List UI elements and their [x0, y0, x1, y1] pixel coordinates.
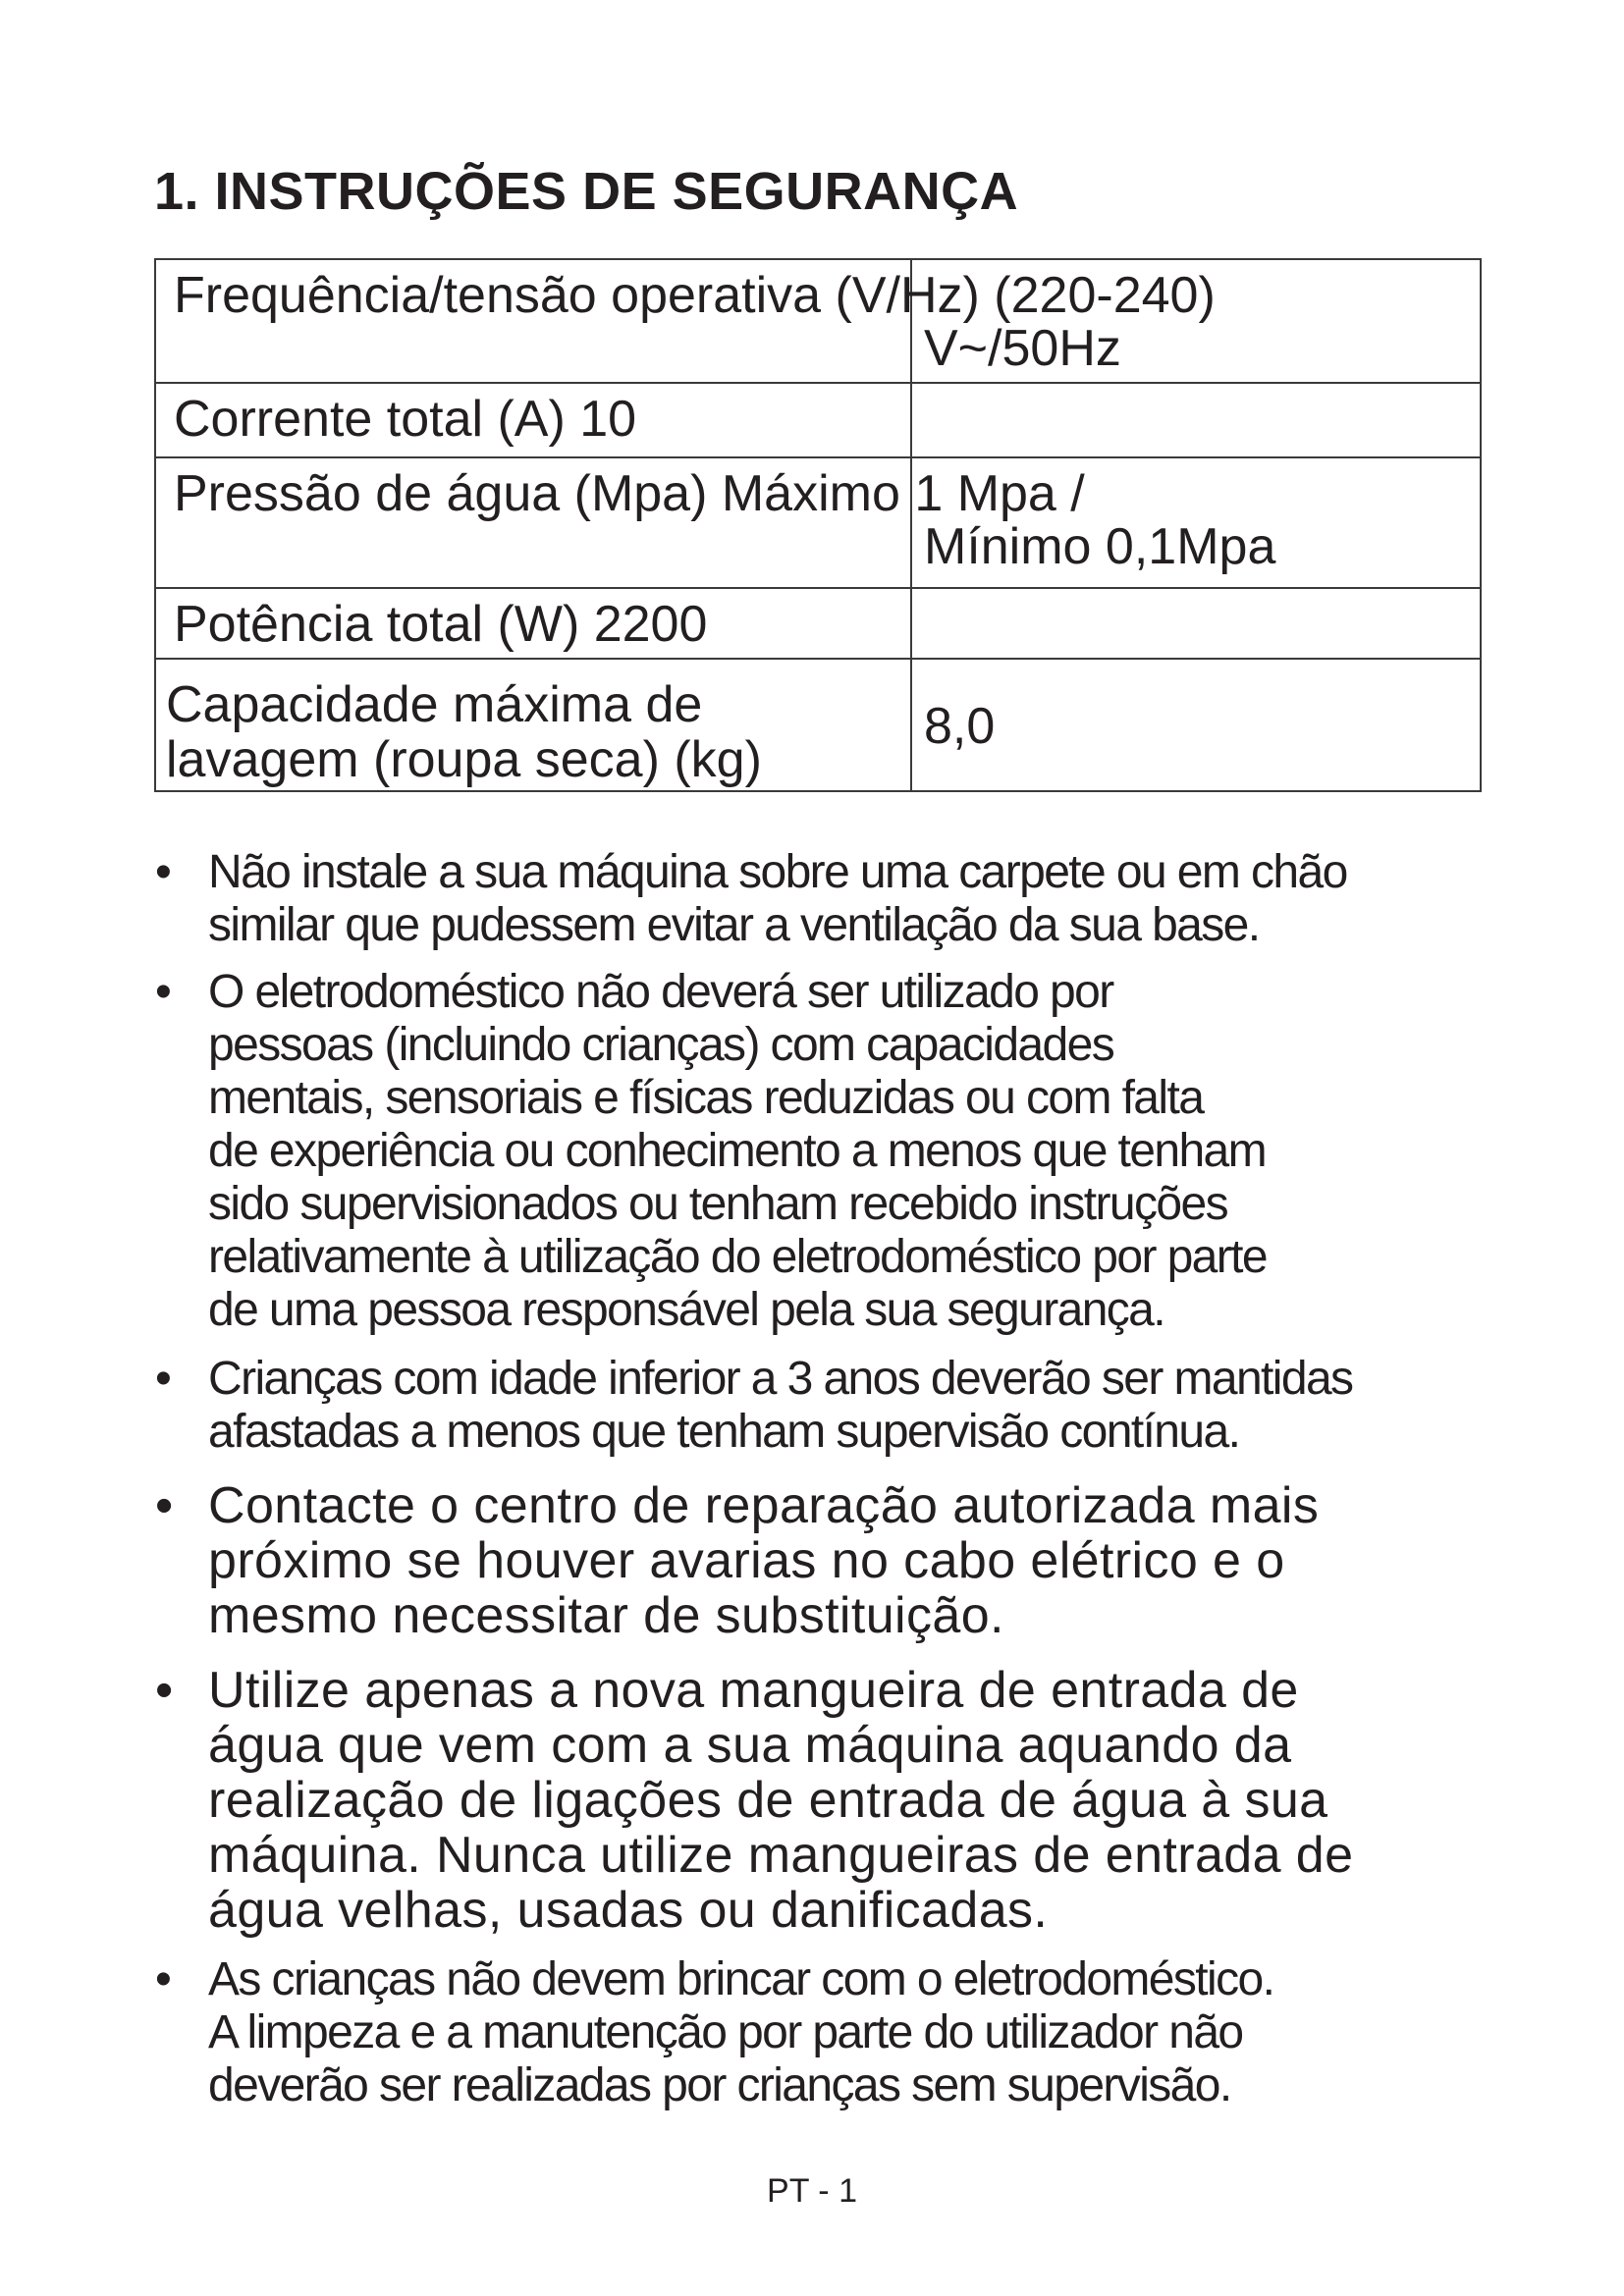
safety-instructions-list	[149, 846, 1494, 2112]
table-cell-label: Corrente total (A) 10	[155, 383, 911, 457]
bullet-icon: •	[155, 1477, 174, 1534]
table-row	[155, 457, 1481, 588]
bullet-icon: •	[155, 966, 171, 1018]
table-row	[155, 659, 1481, 791]
list-item: • As crianças não devem brincar com o eletrodoméstico. A limpeza e a manutenção por parte do utilizador não deverão ser realizadas por crianças sem supervisão.	[155, 1953, 1274, 2111]
page-number: PT - 1	[767, 2172, 857, 2210]
bullet-icon: •	[155, 1353, 171, 1405]
table-cell-value: 8,0	[911, 659, 1481, 791]
specifications-table	[154, 258, 1482, 792]
list-item: • Crianças com idade inferior a 3 anos deverão ser mantidas afastadas a menos que tenham supervisão contínua.	[155, 1353, 1353, 1458]
list-item: • Não instale a sua máquina sobre uma carpete ou em chão similar que pudessem evitar a ventilação da sua base.	[155, 846, 1347, 951]
list-item: • Contacte o centro de reparação autorizada mais próximo se houver avarias no cabo elétrico e o mesmo necessitar de substituição.	[155, 1477, 1320, 1644]
table-cell-value	[911, 383, 1481, 457]
table-cell-value: Mínimo 0,1Mpa	[911, 457, 1481, 588]
table-cell-value	[911, 588, 1481, 659]
table-cell-label: Capacidade máxima de lavagem (roupa seca) (kg)	[155, 659, 911, 791]
bullet-icon: •	[155, 1662, 174, 1719]
list-item: • O eletrodoméstico não deverá ser utilizado por pessoas (incluindo crianças) com capacidades mentais, sensoriais e físicas reduzidas ou com falta de experiência ou conhecimento a menos que tenham sido supervisionados ou tenham recebido instruções relativamente à utilização do eletrodoméstico por parte de uma pessoa responsável pela sua segurança.	[155, 966, 1267, 1336]
table-row	[155, 588, 1481, 659]
table-row	[155, 259, 1481, 383]
table-cell-label: Potência total (W) 2200	[155, 588, 911, 659]
section-heading: 1. INSTRUÇÕES DE SEGURANÇA	[154, 162, 1019, 221]
table-cell-label: Frequência/tensão operativa (V/Hz) (220-240)	[155, 259, 911, 383]
table-cell-value: V~/50Hz	[911, 259, 1481, 383]
list-item: • Utilize apenas a nova mangueira de entrada de água que vem com a sua máquina aquando da realização de ligações de entrada de água à sua máquina. Nunca utilize mangueiras de entrada de água velhas, usadas ou danificadas.	[155, 1662, 1354, 1939]
bullet-icon: •	[155, 846, 171, 898]
bullet-icon: •	[155, 1953, 171, 2005]
table-row	[155, 383, 1481, 457]
table-cell-label: Pressão de água (Mpa) Máximo 1 Mpa /	[155, 457, 911, 588]
